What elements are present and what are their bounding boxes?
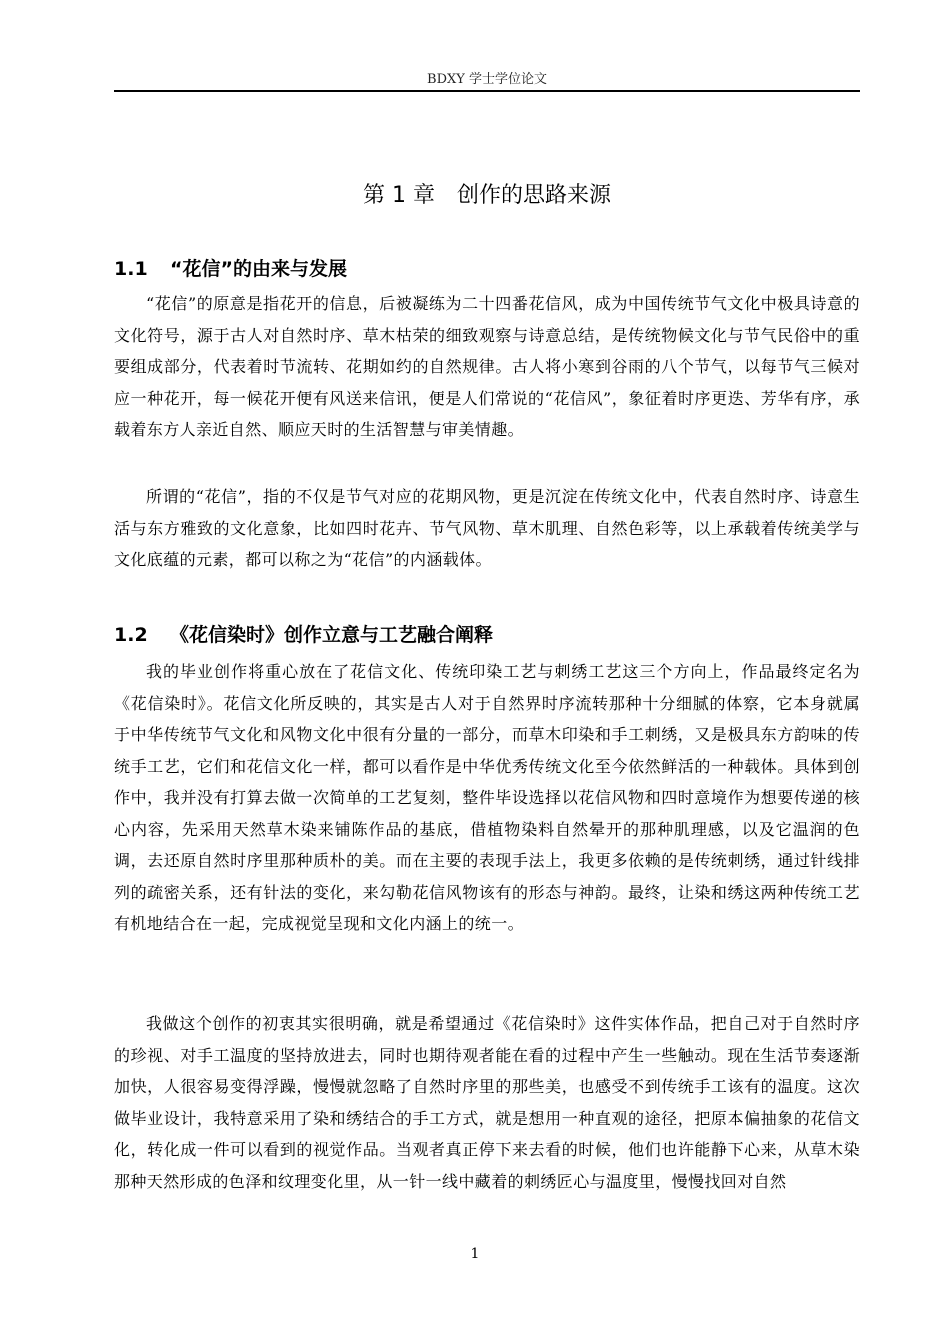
paragraph: 我做这个创作的初衷其实很明确，就是希望通过《花信染时》这件实体作品，把自己对于自然时序的珍视、对手工温度的坚持放进去，同时也期待观者能在看的过程中产生一些触动。现在生活节奏逐渐加快，人很容易变得浮躁，慢慢就忽略了自然时序里的那些美，也感受不到传统手工该有的温度。这次做毕业设计，我特意采用了染和绣结合的手工方式，就是想用一种直观的途径，把原本偏抽象的花信文化，转化成一件可以看到的视觉作品。当观者真正停下来去看的时候，他们也许能静下心来，从草木染那种天然形成的色泽和纹理变化里，从一针一线中藏着的刺绣匠心与温度里，慢慢找回对自然 [114, 1014, 860, 1191]
section-heading-1-1 [114, 254, 860, 281]
paragraph: 我的毕业创作将重心放在了花信文化、传统印染工艺与刺绣工艺这三个方向上，作品最终定名为《花信染时》。花信文化所反映的，其实是古人对于自然界时序流转那种十分细腻的体察，它本身就属于中华传统节气文化和风物文化中很有分量的一部分，而草木印染和手工刺绣，又是极具东方韵味的传统手工艺，它们和花信文化一样，都可以看作是中华优秀传统文化至今依然鲜活的一种载体。具体到创作中，我并没有打算去做一次简单的工艺复刻，整件毕设选择以花信风物和四时意境作为想要传递的核心内容，先采用天然草木染来铺陈作品的基底，借植物染料自然晕开的那种肌理感，以及它温润的色调，去还原自然时序里那种质朴的美。而在主要的表现手法上，我更多依赖的是传统刺绣，通过针线排列的疏密关系，还有针法的变化，来勾勒花信风物该有的形态与神韵。最终，让染和绣这两种传统工艺有机地结合在一起，完成视觉呈现和文化内涵上的统一。 [114, 662, 860, 933]
paragraph: “花信”的原意是指花开的信息，后被凝练为二十四番花信风，成为中国传统节气文化中极具诗意的文化符号，源于古人对自然时序、草木枯荣的细致观察与诗意总结，是传统物候文化与节气民俗中的重要组成部分，代表着时节流转、花期如约的自然规律。古人将小寒到谷雨的八个节气，以每节气三候对应一种花开，每一候花开便有风送来信讯，便是人们常说的“花信风”，象征着时序更迭、芳华有序，承载着东方人亲近自然、顺应天时的生活智慧与审美情趣。 [114, 294, 860, 439]
paragraph: 所谓的“花信”，指的不仅是节气对应的花期风物，更是沉淀在传统文化中，代表自然时序、诗意生活与东方雅致的文化意象，比如四时花卉、节气风物、草木肌理、自然色彩等，以上承载着传统美学与文化底蕴的元素，都可以称之为“花信”的内涵载体。 [114, 487, 860, 569]
chapter-title: 第 1 章 创作的思路来源 [363, 183, 611, 208]
header-rule [114, 90, 860, 92]
section-number: 1.2 [114, 624, 148, 646]
section-title: “花信”的由来与发展 [170, 258, 347, 280]
section-heading-1-2 [114, 620, 860, 647]
section-number: 1.1 [114, 258, 148, 280]
page-number: 1 [470, 1246, 480, 1262]
running-header: BDXY 学士学位论文 [427, 72, 547, 87]
section-title: 《花信染时》创作立意与工艺融合阐释 [170, 624, 494, 646]
